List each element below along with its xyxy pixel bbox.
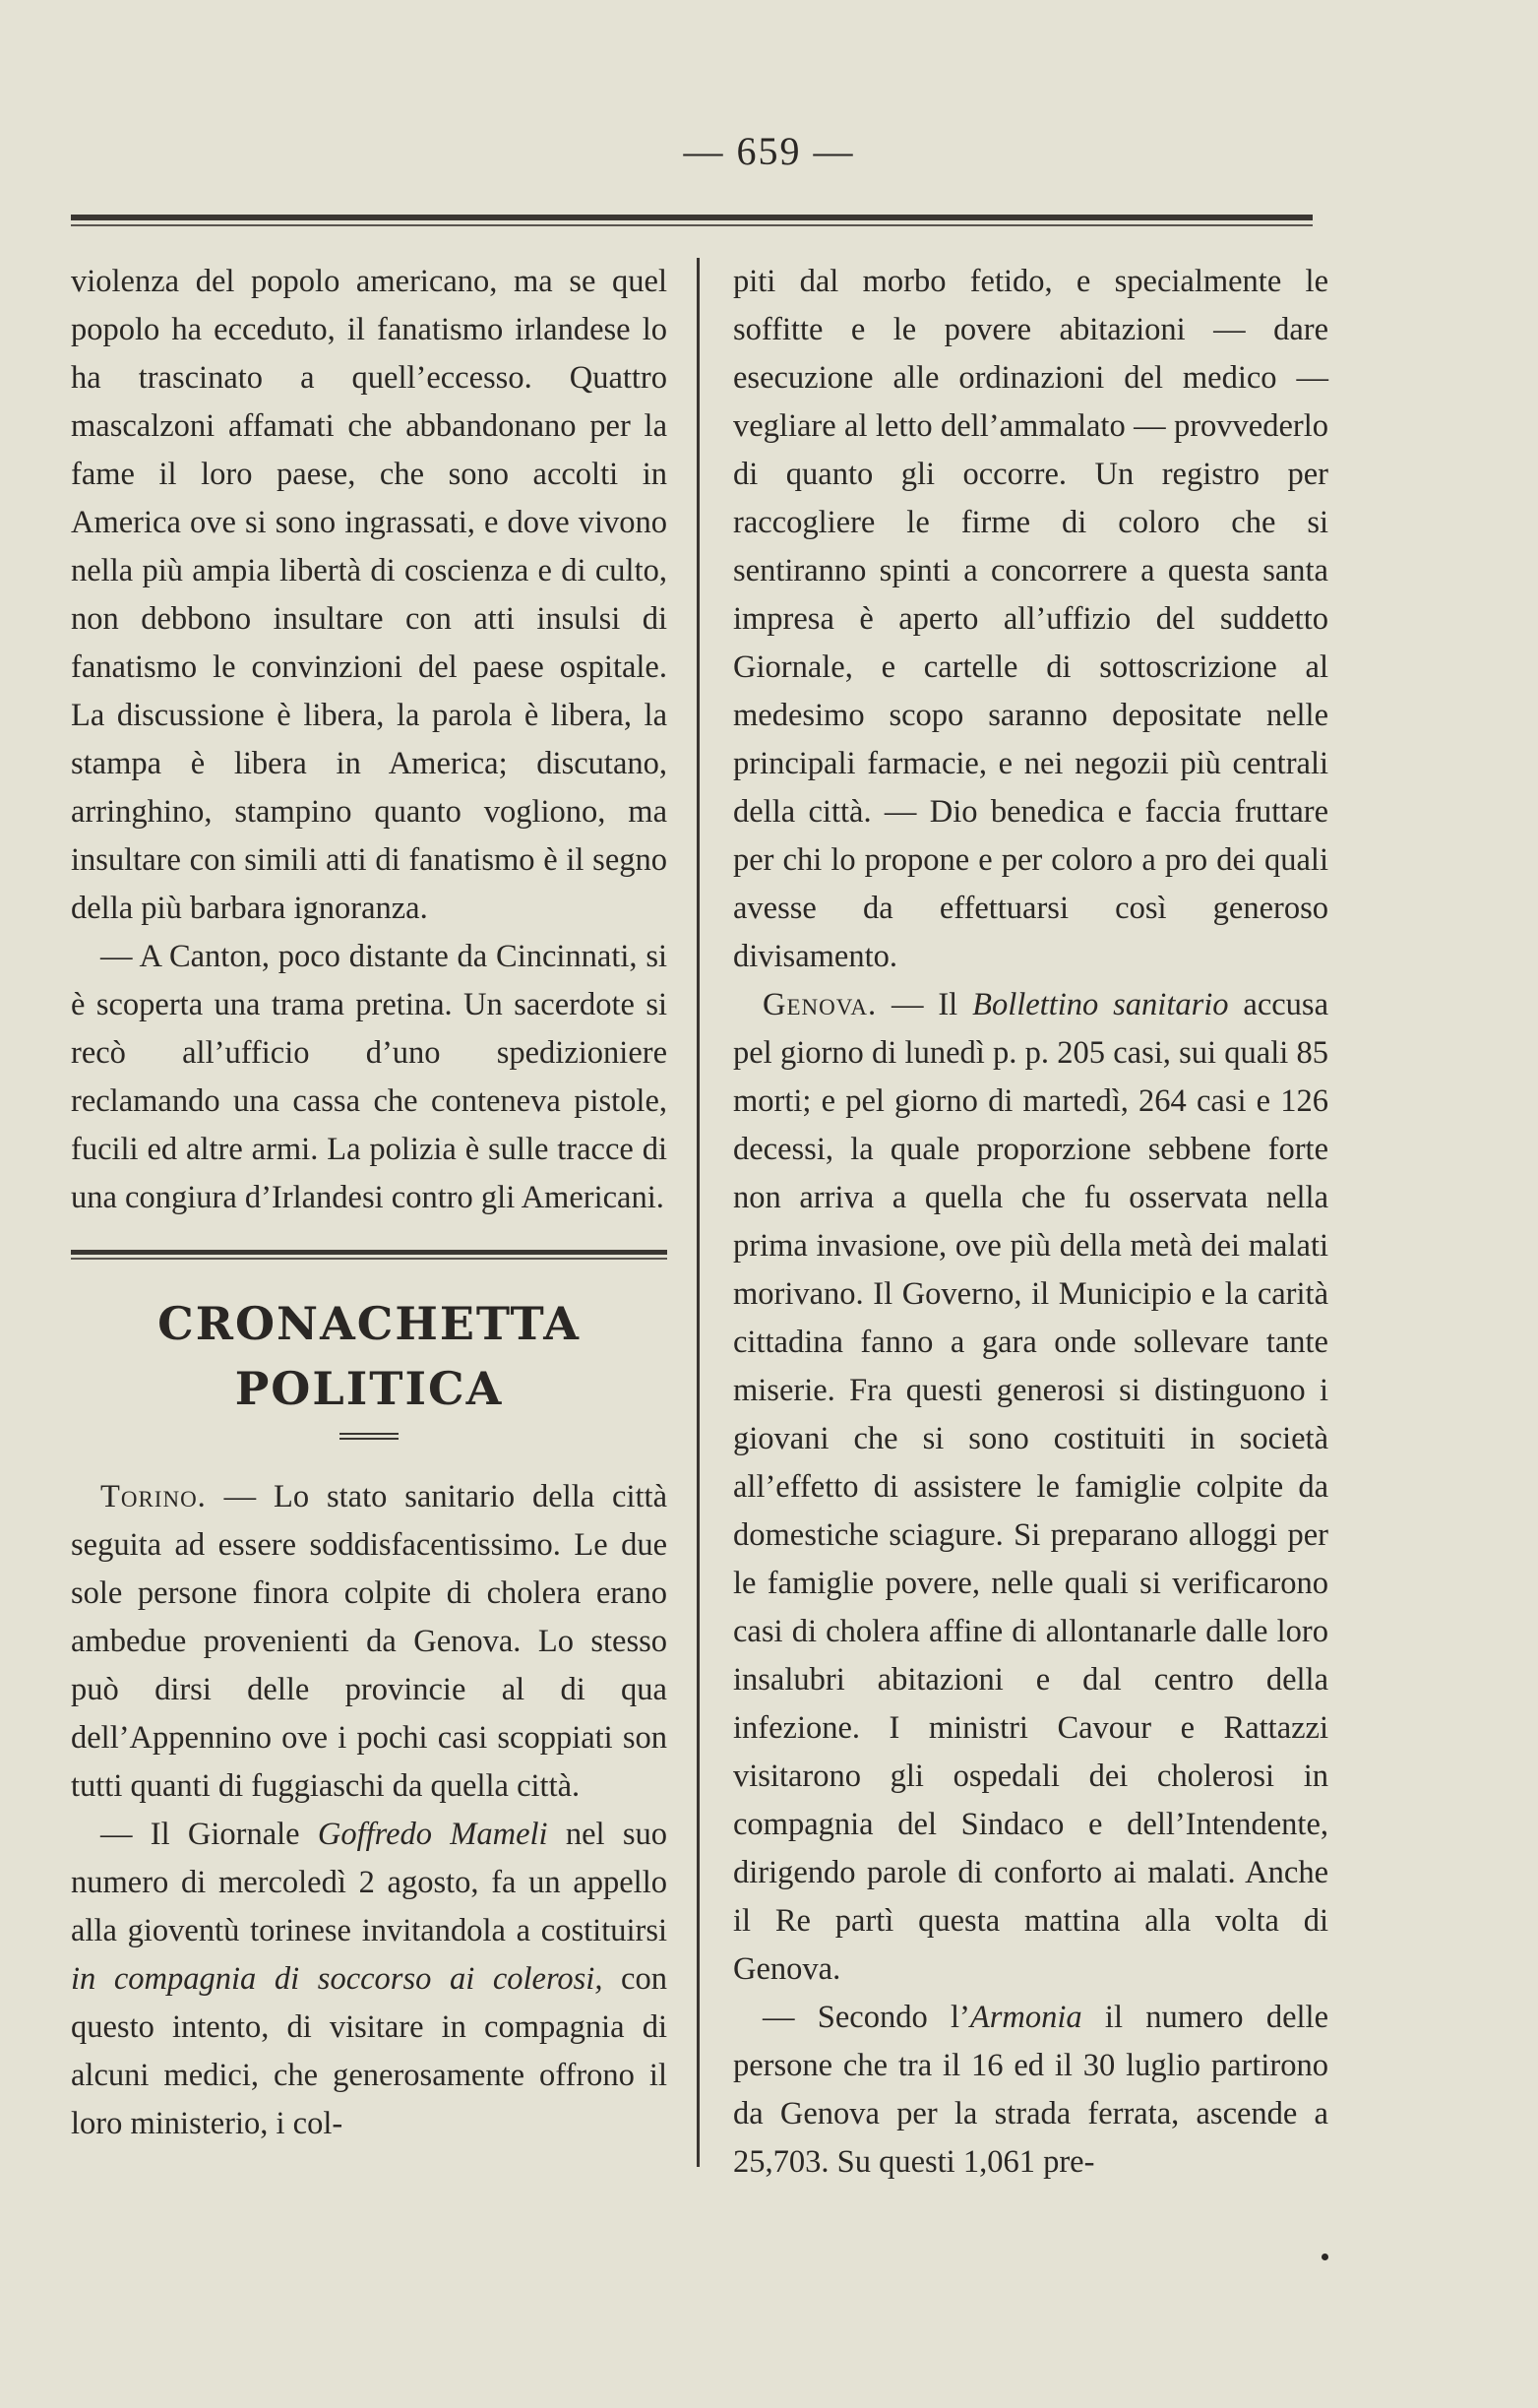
page-number: — 659 —: [683, 129, 855, 173]
giornale-text-b: nel suo numero di mercoledì 2 agosto, fa un appello alla gioventù torinese invitandola a costituirsi: [71, 1817, 667, 1948]
right-column: [733, 258, 1328, 2187]
giornale-paragraph: [71, 1811, 667, 2148]
left-column: [71, 258, 667, 2148]
genova-text-a: — Il: [877, 987, 973, 1022]
newspaper-title-armonia: Armonia: [969, 2000, 1082, 2035]
section-rule-thick: [71, 1250, 667, 1255]
header-rule-thin: [71, 224, 1313, 226]
torino-paragraph: [71, 1473, 667, 1811]
section-divider: [71, 1222, 667, 1275]
torino-text: — Lo stato sanitario della città seguita ad essere soddisfacentissimo. Le due sole persone finora colpite di cholera erano ambedue provenienti da Genova. Lo stesso può dirsi delle provincie al di qua dell’Appennino ove i pochi casi scoppiati son tutti quanti di fuggiaschi da quella città.: [71, 1479, 667, 1804]
place-name-torino: Torino.: [100, 1479, 207, 1514]
italic-phrase-compagnia: in compagnia di soccorso ai colerosi,: [71, 1961, 603, 1997]
continuation-paragraph-right: piti dal morbo fetido, e specialmente le soffitte e le povere abitazioni — dare esecuzione alle ordinazioni del medico — vegliare al letto dell’ammalato — provvederlo di quanto gli occorre. Un registro per raccogliere le firme di coloro che si sentiranno spinti a concorrere a questa santa impresa è aperto all’uffizio del suddetto Giornale, e cartelle di sottoscrizione al medesimo scopo saranno depositate nelle principali farmacie, e nei negozii più centrali della città. — Dio benedica e faccia fruttare per chi lo propone e per coloro a pro dei quali avesse da effettuarsi così generoso divisamento.: [733, 264, 1328, 974]
header-rule: [71, 215, 1313, 220]
armonia-text-b: il numero delle persone che tra il 16 ed il 30 luglio partirono da Genova per la strada ferrata, ascende a 25,703. Su questi 1,061 pre-: [733, 2000, 1329, 2180]
place-name-genova: Genova.: [763, 987, 878, 1022]
section-rule-thin: [71, 1258, 667, 1260]
column-divider: [697, 258, 700, 2167]
ink-dot: [1322, 2254, 1328, 2260]
heading-ornament-rule: [339, 1433, 399, 1435]
canton-paragraph: — A Canton, poco distante da Cincinnati, si è scoperta una trama pretina. Un sacerdote si recò all’ufficio d’uno spedizioniere reclamando una cassa che conteneva pistole, fucili ed altre armi. La polizia è sulle tracce di una congiura d’Irlandesi contro gli Americani.: [71, 939, 667, 1215]
heading-ornament-rule-2: [339, 1438, 399, 1440]
section-heading: CRONACHETTA POLITICA: [157, 1297, 581, 1415]
genova-paragraph: [733, 981, 1328, 1994]
armonia-text-a: — Secondo l’: [763, 2000, 970, 2035]
giornale-text-c: con questo intento, di visitare in compagnia di alcuni medici, che generosamente offrono il loro ministerio, i col-: [71, 1961, 667, 2141]
newspaper-title-mameli: Goffredo Mameli: [317, 1817, 548, 1852]
continuation-paragraph-left: violenza del popolo americano, ma se quel popolo ha ecceduto, il fanatismo irlandese lo ha trascinato a quell’eccesso. Quattro mascalzoni affamati che abbandonano per la fame il loro paese, che sono accolti in America ove si sono ingrassati, e dove vivono nella più ampia libertà di coscienza e di culto, non debbono insultare con atti insulsi di fanatismo le convinzioni del paese ospitale. La discussione è libera, la parola è libera, la stampa è libera in America; discutano, arringhino, stampino quanto vogliono, ma insultare con simili atti di fanatismo è il segno della più barbara ignoranza.: [71, 264, 667, 926]
armonia-paragraph: [733, 1994, 1328, 2187]
bulletin-title: Bollettino sanitario: [972, 987, 1229, 1022]
genova-text-b: accusa pel giorno di lunedì p. p. 205 casi, sui quali 85 morti; e pel giorno di martedì, 264 casi e 126 decessi, la quale proporzione sebbene forte non arriva a quella che fu osservata nella prima invasione, ove più della metà dei malati morivano. Il Governo, il Municipio e la carità cittadina fanno a gara onde sollevare tante miserie. Fra questi generosi si distinguono i giovani che si sono costituiti in società all’effetto di assistere le famiglie colpite da domestiche sciagure. Si preparano alloggi per le famiglie povere, nelle quali si verificarono casi di cholera affine di allontanarle dalle loro insalubri abitazioni e dal centro della infezione. I ministri Cavour e Rattazzi visitarono gli ospedali dei cholerosi in compagnia del Sindaco e dell’Intendente, dirigendo parole di conforto ai malati. Anche il Re partì questa mattina alla volta di Genova.: [733, 987, 1328, 1987]
giornale-text-a: — Il Giornale: [100, 1817, 318, 1852]
